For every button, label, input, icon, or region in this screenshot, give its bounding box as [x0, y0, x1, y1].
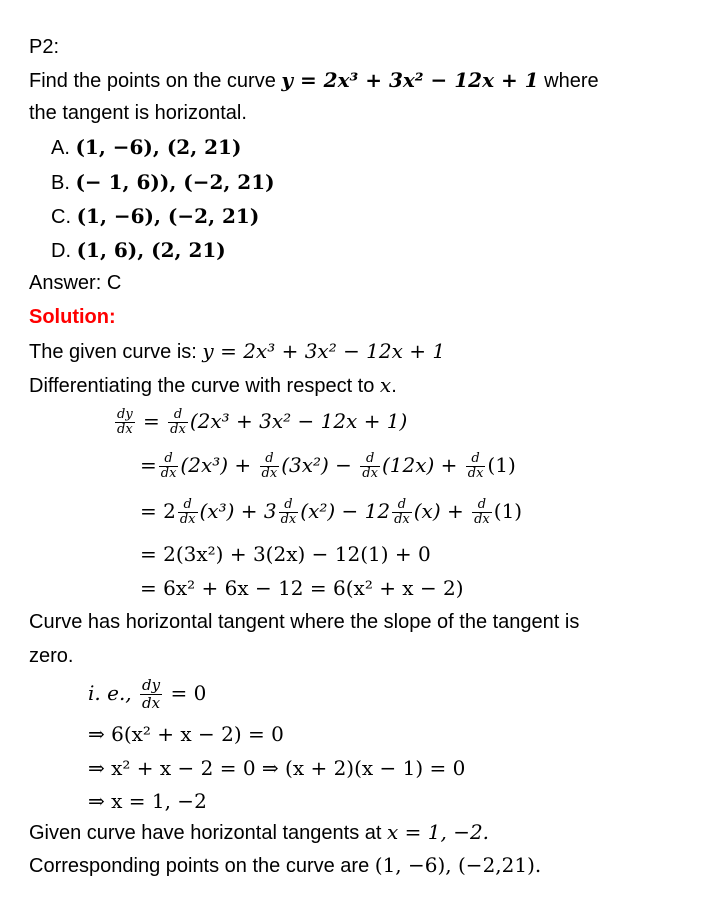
curve-equation: y = 2x³ + 3x² − 12x + 1 [202, 339, 446, 363]
curve-text: The given curve is: [29, 341, 203, 363]
implication-3: ⇒ x = 1, −2 [88, 789, 207, 813]
slope-zero-line: i. e., $\frac{dy}{dx}$ = 0 [88, 676, 207, 712]
option-a [51, 135, 241, 160]
option-c [51, 204, 259, 229]
option-d [51, 238, 226, 263]
curve-line [29, 339, 445, 364]
question-line-1 [29, 68, 599, 93]
reason-line-1: Curve has horizontal tangent where the slope of the tangent is [29, 611, 580, 633]
answer-line [29, 271, 121, 295]
derivative-step-5: = 6x² + 6x − 12 = 6(x² + x − 2) [140, 576, 464, 600]
answer-value: C [106, 272, 122, 294]
conclusion-text: Corresponding points on the curve are [29, 855, 375, 877]
reason-line-2: zero. [29, 645, 74, 667]
conclusion-math: (1, −6), (−2,21). [374, 853, 542, 877]
question-prefix: Find the points on the curve [29, 70, 282, 92]
differentiate-end: . [391, 375, 397, 397]
conclusion-math: x = 1, −2. [387, 820, 490, 844]
question-equation: y = 2x³ + 3x² − 12x + 1 [281, 68, 539, 92]
option-text: (1, 6), (2, 21) [76, 238, 226, 262]
conclusion-line-1 [29, 820, 489, 845]
d-dx-operator: $\frac{d}{dx}$ [261, 451, 278, 481]
differentiate-var: x [379, 373, 392, 397]
implication-1: ⇒ 6(x² + x − 2) = 0 [88, 722, 284, 746]
conclusion-text: Given curve have horizontal tangents at [29, 822, 387, 844]
conclusion-line-2 [29, 853, 541, 878]
question-suffix: where [538, 70, 599, 92]
problem-label: P2: [29, 36, 60, 58]
option-text: (− 1, 6)), (−2, 21) [75, 170, 275, 194]
question-line-2: the tangent is horizontal. [29, 102, 247, 124]
d-dx-operator: $\frac{d}{dx}$ [280, 497, 297, 527]
solution-heading: Solution: [29, 306, 116, 328]
differentiate-text: Differentiating the curve with respect to [29, 375, 380, 397]
dy-dx-fraction: $\frac{dy}{dx}$ [142, 676, 161, 712]
d-dx-operator: $\frac{d}{dx}$ [467, 451, 484, 481]
option-letter: B. [51, 172, 76, 194]
derivative-step-2: = $\frac{d}{dx}$ (2x³) + $\frac{d}{dx}$ (3x²) − $\frac{d}{dx}$ (12x) + $\frac{d}{dx}$ (1) [140, 451, 516, 481]
d-dx-operator: $\frac{d}{dx}$ [179, 497, 196, 527]
d-dx-operator: $\frac{d}{dx}$ [394, 497, 410, 527]
option-letter: A. [51, 137, 76, 159]
d-dx-operator: $\frac{d}{dx}$ [474, 497, 490, 527]
derivative-step-1: $\frac{dy}{dx}$ = $\frac{d}{dx}$ (2x³ + 3x² − 12x + 1) [117, 407, 408, 437]
differentiate-line [29, 373, 397, 398]
implication-2: ⇒ x² + x − 2 = 0 ⇒ (x + 2)(x − 1) = 0 [88, 756, 466, 780]
option-text: (1, −6), (2, 21) [75, 135, 242, 159]
d-dx-operator: $\frac{d}{dx}$ [160, 451, 177, 481]
option-text: (1, −6), (−2, 21) [76, 204, 260, 228]
option-letter: C. [51, 206, 77, 228]
answer-label: Answer: [29, 272, 107, 294]
derivative-step-4: = 2(3x²) + 3(2x) − 12(1) + 0 [140, 542, 431, 566]
option-b [51, 170, 275, 195]
d-dx-operator: $\frac{d}{dx}$ [170, 407, 186, 437]
dy-dx-fraction: $\frac{dy}{dx}$ [117, 407, 133, 437]
d-dx-operator: $\frac{d}{dx}$ [362, 451, 378, 481]
option-letter: D. [51, 240, 77, 262]
derivative-step-3: = 2 $\frac{d}{dx}$ (x³) + 3 $\frac{d}{dx}$ (x²) − 12 $\frac{d}{dx}$ (x) + $\frac{d}{dx}$ (1) [140, 497, 523, 527]
